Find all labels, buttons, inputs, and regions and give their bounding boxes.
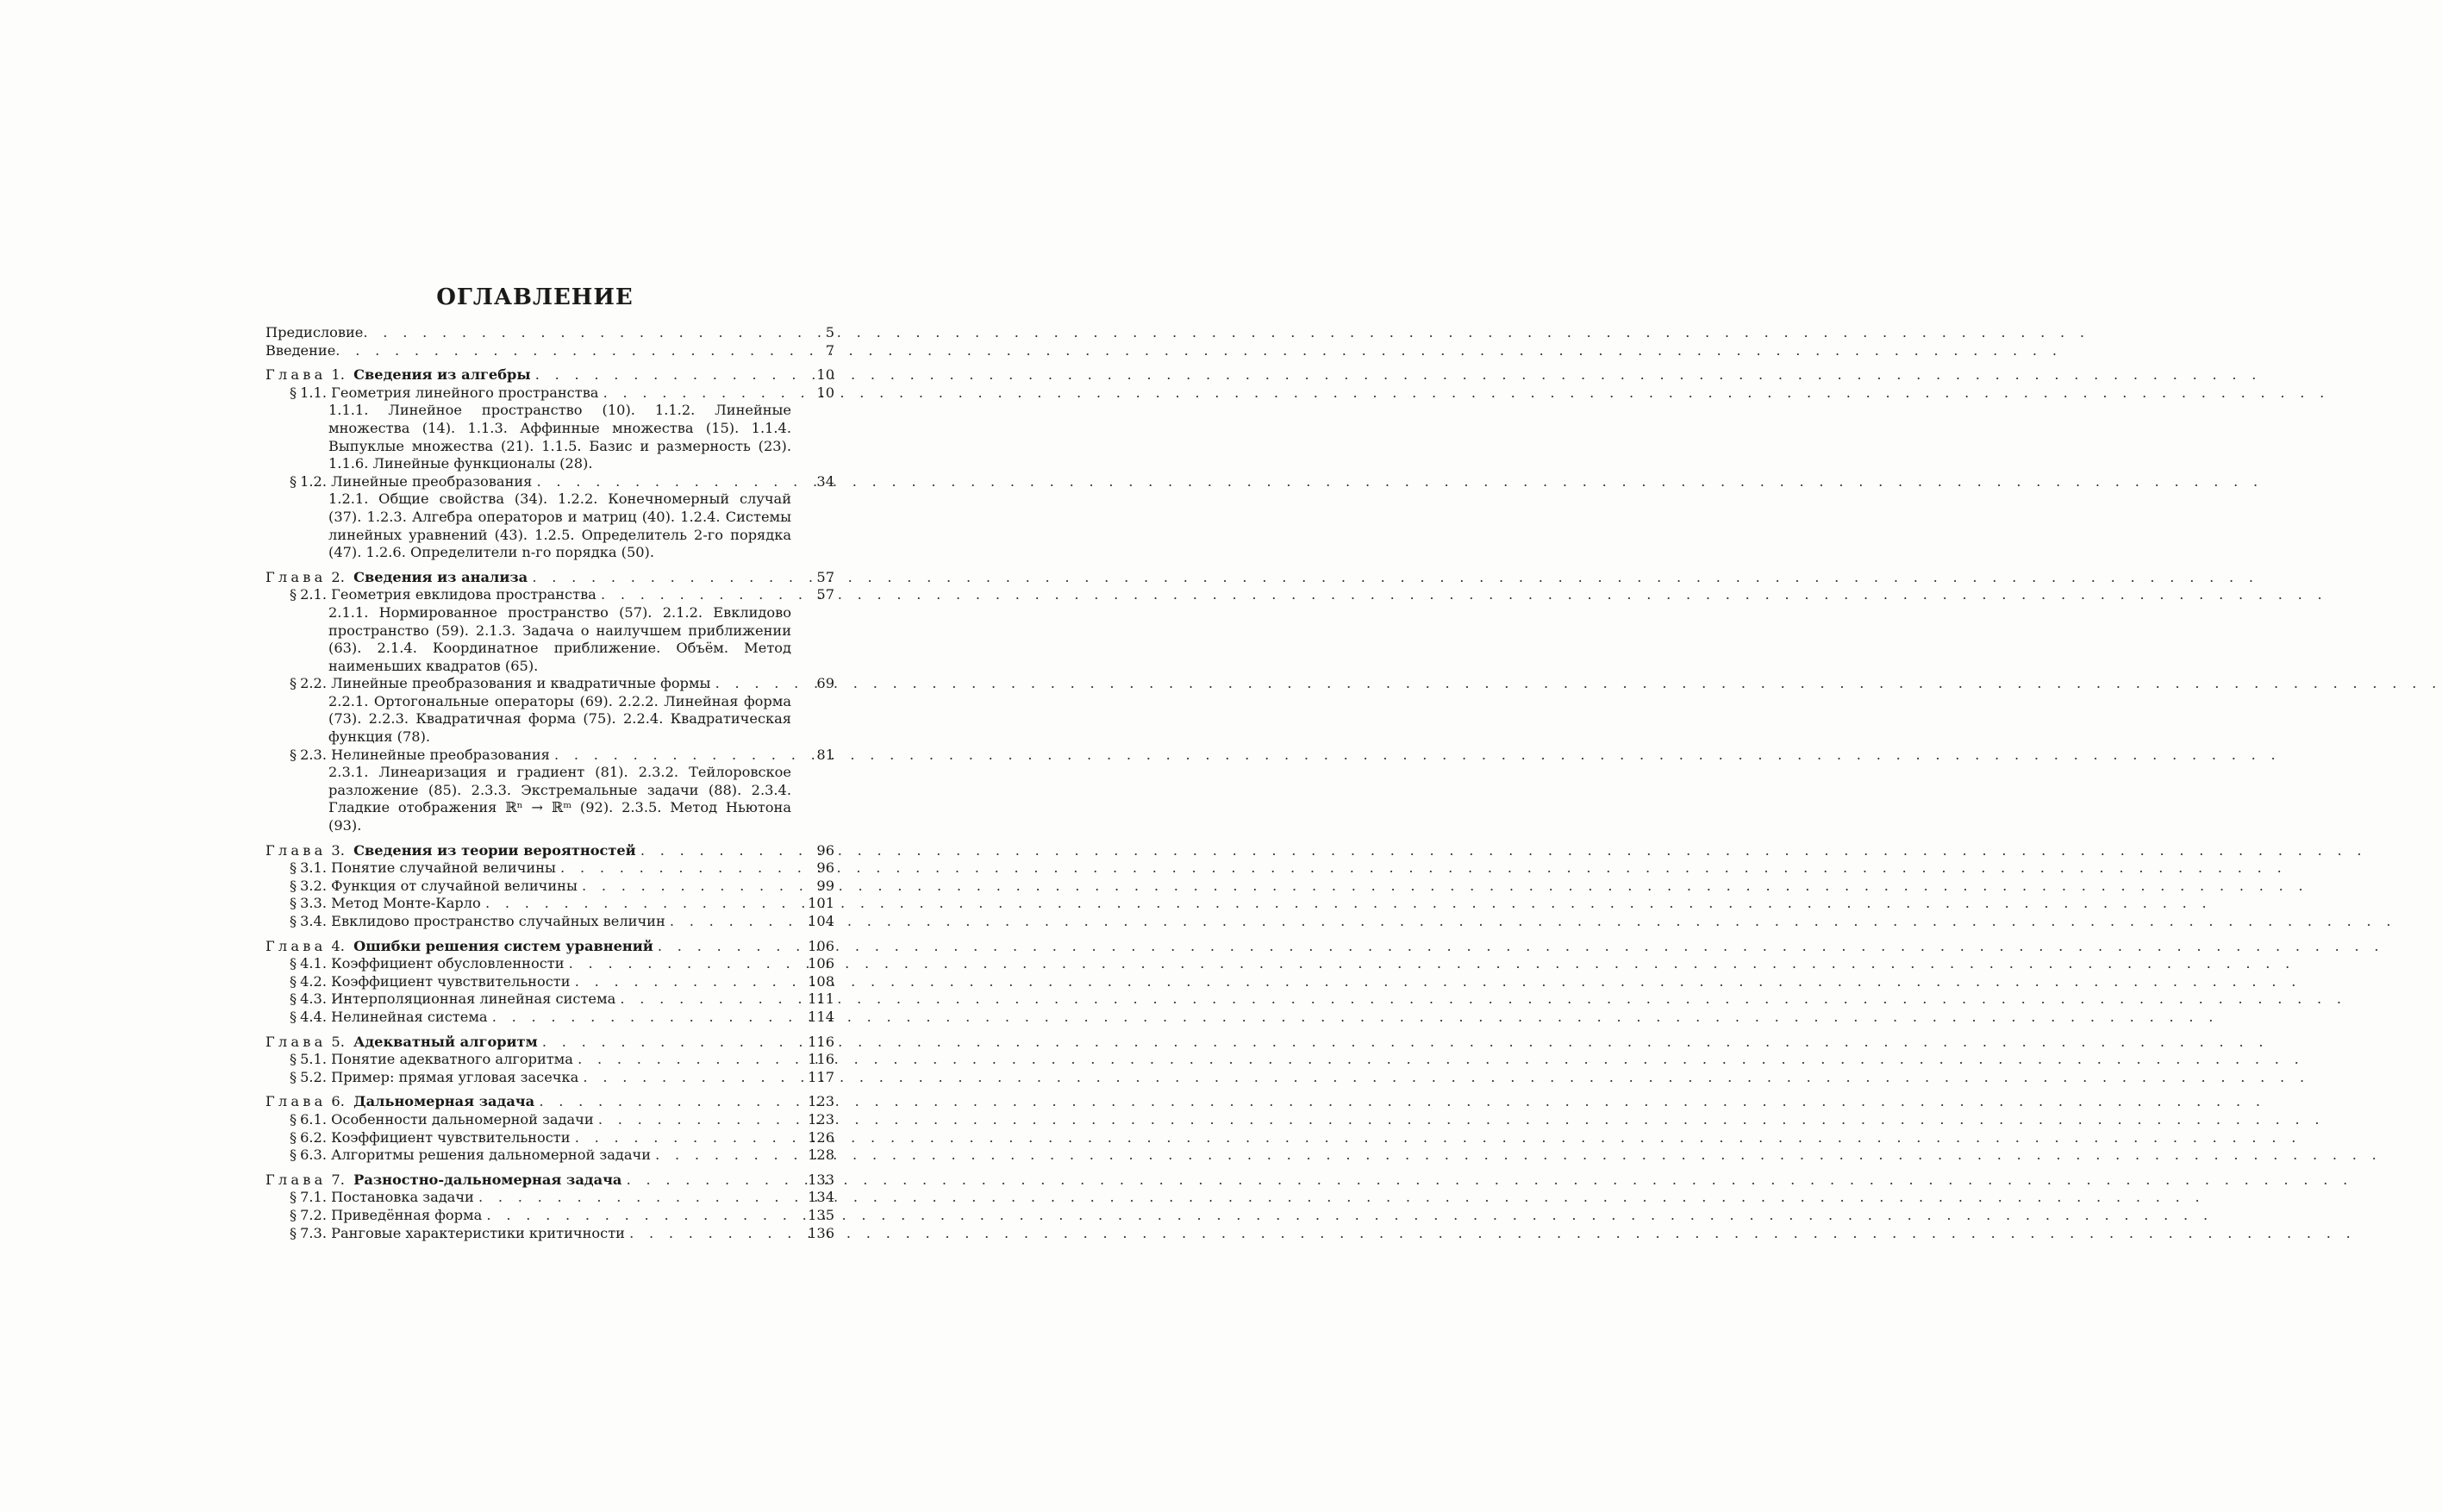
toc-section-item[interactable] <box>265 384 834 403</box>
section-label <box>290 1129 575 1147</box>
toc-page-number: 69 <box>816 675 834 692</box>
section-title: Нелинейные преобразования <box>331 746 550 763</box>
toc-section-item[interactable] <box>265 747 834 765</box>
section-label <box>290 747 554 765</box>
toc-section-item[interactable] <box>265 913 834 931</box>
leader-dots <box>578 1051 791 1069</box>
toc-section-item[interactable] <box>265 675 834 693</box>
toc-front-label: Предисловие <box>265 324 364 341</box>
section-label <box>290 990 620 1009</box>
leader-dots <box>560 859 791 878</box>
section-sign: § <box>290 1224 297 1241</box>
leader-dots <box>485 895 791 913</box>
subsection-list: 2.2.1. Ортогональные операторы (69). 2.2.2. Линейная форма (73). 2.2.3. Квадратичная форма (75). 2.2.4. Квадратическая функция (78). <box>328 692 791 746</box>
toc-page-number: 128 <box>808 1146 834 1164</box>
section-label <box>290 878 582 896</box>
section-label <box>290 473 537 491</box>
table-of-contents <box>265 324 834 1242</box>
section-sign: § <box>290 913 297 929</box>
toc-page-number: 81 <box>816 746 834 763</box>
section-title: Ранговые характеристики критичности <box>331 1224 625 1241</box>
subsection-list: 1.2.1. Общие свойства (34). 1.2.2. Конечномерный случай (37). 1.2.3. Алгебра операторов и матриц (40). 1.2.4. Системы линейных уравнений (43). 1.2.5. Определитель 2-го порядка (47). 1.2.6. Определители n-го порядка (50). <box>328 490 791 561</box>
leader-dots <box>583 1069 791 1087</box>
section-number: 6.2. <box>300 1128 327 1146</box>
section-label <box>290 859 560 878</box>
section-label <box>290 913 670 931</box>
section-title: Пример: прямая угловая засечка <box>331 1068 579 1085</box>
leader-dots <box>363 324 791 342</box>
toc-page-number: 123 <box>808 1110 834 1128</box>
document-page <box>0 0 1070 1512</box>
toc-section-item[interactable] <box>265 859 834 878</box>
chapter-label <box>265 569 532 587</box>
leader-dots <box>640 842 791 860</box>
section-sign: § <box>290 1128 297 1146</box>
toc-page-number: 116 <box>808 1033 834 1050</box>
chapter-label <box>265 842 640 860</box>
chapter-gap <box>265 1027 834 1034</box>
section-number: 6.3. <box>300 1146 327 1164</box>
chapter-title: Сведения из алгебры <box>353 366 531 384</box>
chapter-title: Ошибки решения систем уравнений <box>353 937 653 954</box>
chapter-label <box>265 1093 539 1111</box>
chapter-word: Глава <box>265 568 327 585</box>
chapter-number: 3. <box>331 841 345 859</box>
toc-section-item[interactable] <box>265 973 834 991</box>
section-sign: § <box>290 1146 297 1164</box>
section-label <box>290 1069 583 1087</box>
section-number: 4.3. <box>300 990 327 1008</box>
chapter-word: Глава <box>265 1171 327 1188</box>
leader-dots <box>532 569 791 587</box>
section-number: 3.1. <box>300 859 327 877</box>
toc-section-item[interactable] <box>265 1051 834 1069</box>
section-title: Метод Монте-Карло <box>331 895 481 912</box>
chapter-title: Адекватный алгоритм <box>353 1033 538 1050</box>
section-title: Евклидово пространство случайных величин <box>331 913 665 929</box>
toc-section-item[interactable] <box>265 1009 834 1027</box>
section-title: Постановка задачи <box>331 1189 474 1206</box>
leader-dots <box>492 1009 791 1027</box>
section-number: 2.3. <box>300 746 327 763</box>
section-title: Нелинейная система <box>331 1008 488 1025</box>
section-title: Коэффициент обусловленности <box>331 955 565 972</box>
toc-page-number: 57 <box>816 568 834 585</box>
toc-page-number: 99 <box>816 877 834 894</box>
section-title: Геометрия евклидова пространства <box>331 586 596 603</box>
chapter-gap <box>265 359 834 366</box>
toc-page-number: 117 <box>808 1068 834 1085</box>
chapter-gap <box>265 1165 834 1171</box>
chapter-number: 4. <box>331 937 345 954</box>
toc-page-number: 10 <box>816 384 834 401</box>
toc-section-item[interactable] <box>265 1146 834 1165</box>
toc-chapter-item[interactable] <box>265 1171 834 1190</box>
section-label <box>290 675 715 693</box>
toc-page-number: 111 <box>808 990 834 1008</box>
leader-dots <box>715 675 791 693</box>
chapter-word: Глава <box>265 1033 327 1050</box>
section-number: 2.2. <box>300 675 327 692</box>
toc-section-item[interactable] <box>265 473 834 491</box>
toc-section-item[interactable] <box>265 1207 834 1225</box>
toc-page-number: 135 <box>808 1206 834 1223</box>
toc-page-number: 34 <box>816 472 834 490</box>
chapter-title: Сведения из теории вероятностей <box>353 841 636 859</box>
section-title: Линейные преобразования <box>331 472 533 490</box>
section-sign: § <box>290 877 297 894</box>
section-sign: § <box>290 972 297 990</box>
leader-dots <box>658 938 791 956</box>
toc-page-number: 114 <box>808 1008 834 1025</box>
leader-dots <box>569 955 791 973</box>
toc-page-number: 123 <box>808 1093 834 1110</box>
section-number: 4.2. <box>300 972 327 990</box>
section-sign: § <box>290 1068 297 1085</box>
subsection-list: 2.3.1. Линеаризация и градиент (81). 2.3.2. Тейлоровское разложение (85). 2.3.3. Экстремальные задачи (88). 2.3.4. Гладкие отображения ℝⁿ → ℝᵐ (92). 2.3.5. Метод Ньютона (93). <box>328 764 791 834</box>
page-title: ОГЛАВЛЕНИЕ <box>436 284 634 310</box>
section-number: 3.3. <box>300 895 327 912</box>
section-label <box>290 1051 578 1069</box>
leader-dots <box>486 1207 791 1225</box>
toc-page-number: 10 <box>816 366 834 384</box>
toc-chapter-item[interactable] <box>265 938 834 956</box>
chapter-label <box>265 938 658 956</box>
leader-dots <box>629 1225 791 1243</box>
section-number: 1.1. <box>300 384 327 401</box>
toc-page-number: 108 <box>808 972 834 990</box>
toc-page-number: 126 <box>808 1128 834 1146</box>
leader-dots <box>542 1034 791 1052</box>
section-title: Приведённая форма <box>331 1206 483 1223</box>
section-title: Коэффициент чувствительности <box>331 1128 571 1146</box>
toc-page-number: 57 <box>816 586 834 603</box>
section-label <box>290 1111 598 1129</box>
section-sign: § <box>290 675 297 692</box>
toc-section-item[interactable] <box>265 586 834 604</box>
toc-front-label: Введение <box>265 341 336 359</box>
section-sign: § <box>290 1206 297 1223</box>
toc-page-number: 106 <box>808 937 834 954</box>
section-sign: § <box>290 746 297 763</box>
toc-section-item[interactable] <box>265 990 834 1009</box>
leader-dots <box>655 1146 791 1165</box>
section-label <box>290 586 601 604</box>
chapter-gap <box>265 562 834 569</box>
toc-page-number: 5 <box>825 324 834 341</box>
section-sign: § <box>290 859 297 877</box>
chapter-number: 2. <box>331 568 345 585</box>
section-title: Понятие адекватного алгоритма <box>331 1051 573 1068</box>
leader-dots <box>535 366 791 384</box>
chapter-word: Глава <box>265 1093 327 1110</box>
toc-page-number: 96 <box>816 841 834 859</box>
leader-dots <box>582 878 791 896</box>
leader-dots <box>335 342 791 360</box>
section-number: 4.1. <box>300 955 327 972</box>
section-sign: § <box>290 990 297 1008</box>
section-number: 6.1. <box>300 1110 327 1128</box>
section-label <box>290 1146 655 1165</box>
toc-chapter-item[interactable] <box>265 842 834 860</box>
leader-dots <box>601 586 791 604</box>
section-label <box>290 973 575 991</box>
leader-dots <box>620 990 791 1009</box>
section-sign: § <box>290 955 297 972</box>
toc-section-item[interactable] <box>265 955 834 973</box>
chapter-number: 7. <box>331 1171 345 1188</box>
subsection-list: 1.1.1. Линейное пространство (10). 1.1.2. Линейные множества (14). 1.1.3. Аффинные множества (15). 1.1.4. Выпуклые множества (21). 1.1.5. Базис и размерность (23). 1.1.6. Линейные функционалы (28). <box>328 402 791 472</box>
section-number: 2.1. <box>300 586 327 603</box>
section-number: 5.2. <box>300 1068 327 1085</box>
toc-section-item[interactable] <box>265 1069 834 1087</box>
chapter-title: Дальномерная задача <box>353 1093 535 1110</box>
leader-dots <box>537 473 791 491</box>
section-title: Геометрия линейного пространства <box>331 384 599 401</box>
chapter-word: Глава <box>265 841 327 859</box>
leader-dots <box>575 1129 791 1147</box>
chapter-number: 1. <box>331 366 345 384</box>
section-number: 4.4. <box>300 1008 327 1025</box>
section-label <box>290 1225 629 1243</box>
section-title: Коэффициент чувствительности <box>331 972 571 990</box>
toc-section-item[interactable] <box>265 1189 834 1207</box>
leader-dots <box>478 1189 791 1207</box>
section-number: 5.1. <box>300 1051 327 1068</box>
section-sign: § <box>290 1189 297 1206</box>
toc-page-number: 96 <box>816 859 834 877</box>
section-title: Особенности дальномерной задачи <box>331 1110 594 1128</box>
toc-page-number: 7 <box>825 341 834 359</box>
leader-dots <box>598 1111 791 1129</box>
toc-chapter-item[interactable] <box>265 1034 834 1052</box>
toc-section-item[interactable] <box>265 878 834 896</box>
toc-section-item[interactable] <box>265 1111 834 1129</box>
section-label <box>290 1009 492 1027</box>
section-number: 7.1. <box>300 1189 327 1206</box>
leader-dots <box>603 384 791 403</box>
toc-page-number: 101 <box>808 895 834 912</box>
section-label <box>290 955 569 973</box>
chapter-label <box>265 1034 542 1052</box>
section-number: 7.3. <box>300 1224 327 1241</box>
leader-dots <box>627 1171 791 1190</box>
toc-section-item[interactable] <box>265 1225 834 1243</box>
toc-page-number: 116 <box>808 1051 834 1068</box>
chapter-gap <box>265 1086 834 1093</box>
leader-dots <box>539 1093 791 1111</box>
section-sign: § <box>290 895 297 912</box>
toc-page-number: 136 <box>808 1224 834 1241</box>
toc-chapter-item[interactable] <box>265 366 834 384</box>
chapter-label <box>265 1171 627 1190</box>
toc-front-item[interactable] <box>265 324 834 342</box>
section-sign: § <box>290 1008 297 1025</box>
chapter-word: Глава <box>265 366 327 384</box>
chapter-number: 5. <box>331 1033 345 1050</box>
section-number: 7.2. <box>300 1206 327 1223</box>
section-label <box>290 1189 478 1207</box>
toc-page-number: 106 <box>808 955 834 972</box>
chapter-list <box>265 359 834 1242</box>
toc-page-number: 133 <box>808 1171 834 1188</box>
toc-section-item[interactable] <box>265 895 834 913</box>
section-number: 3.2. <box>300 877 327 894</box>
section-title: Понятие случайной величины <box>331 859 556 877</box>
section-title: Линейные преобразования и квадратичные формы <box>331 675 711 692</box>
section-sign: § <box>290 1110 297 1128</box>
section-number: 1.2. <box>300 472 327 490</box>
section-sign: § <box>290 384 297 401</box>
toc-front-item[interactable] <box>265 342 834 360</box>
chapter-title: Разностно-дальномерная задача <box>353 1171 622 1188</box>
section-title: Интерполяционная линейная система <box>331 990 616 1008</box>
chapter-gap <box>265 835 834 842</box>
section-label <box>290 1207 486 1225</box>
section-sign: § <box>290 1051 297 1068</box>
leader-dots <box>554 747 791 765</box>
subsection-list: 2.1.1. Нормированное пространство (57). 2.1.2. Евклидово пространство (59). 2.1.3. Задача о наилучшем приближении (63). 2.1.4. Координатное приближение. Объём. Метод наименьших квадратов (65). <box>328 603 791 674</box>
toc-chapter-item[interactable] <box>265 1093 834 1111</box>
chapter-gap <box>265 931 834 938</box>
leader-dots <box>670 913 791 931</box>
toc-chapter-item[interactable] <box>265 569 834 587</box>
section-label <box>290 895 485 913</box>
chapter-label <box>265 366 535 384</box>
section-title: Функция от случайной величины <box>331 877 578 894</box>
toc-page-number: 104 <box>808 913 834 929</box>
section-sign: § <box>290 586 297 603</box>
toc-section-item[interactable] <box>265 1129 834 1147</box>
chapter-number: 6. <box>331 1093 345 1110</box>
chapter-word: Глава <box>265 937 327 954</box>
chapter-title: Сведения из анализа <box>353 568 528 585</box>
section-label <box>290 384 603 403</box>
leader-dots <box>575 973 791 991</box>
section-title: Алгоритмы решения дальномерной задачи <box>331 1146 651 1164</box>
section-sign: § <box>290 472 297 490</box>
toc-page-number: 134 <box>808 1189 834 1206</box>
section-number: 3.4. <box>300 913 327 929</box>
